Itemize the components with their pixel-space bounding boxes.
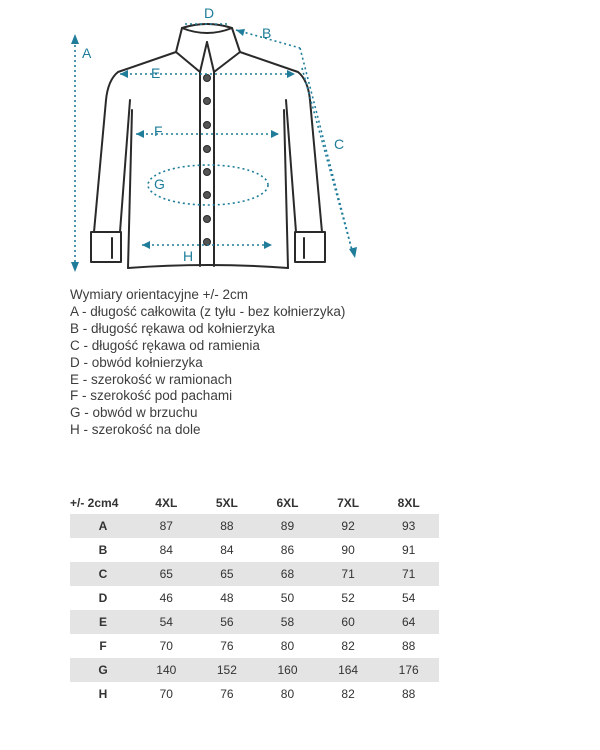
table-cell: 84 bbox=[159, 543, 173, 557]
table-cell: 64 bbox=[378, 610, 439, 634]
table-cell: 70 bbox=[159, 639, 173, 653]
size-table bbox=[70, 492, 439, 706]
table-cell: 48 bbox=[220, 591, 234, 605]
legend-item-h: H - szerokość na dole bbox=[70, 422, 201, 438]
table-cell: 58 bbox=[257, 610, 318, 634]
label-h: H bbox=[183, 248, 194, 264]
row-label: C bbox=[70, 562, 136, 586]
label-f: F bbox=[154, 123, 163, 139]
table-header-tolerance: +/- 2cm4 bbox=[70, 496, 119, 510]
table-cell: 68 bbox=[257, 562, 318, 586]
table-row bbox=[70, 610, 439, 634]
table-cell: 82 bbox=[341, 639, 355, 653]
table-cell: 56 bbox=[197, 610, 258, 634]
table-cell: 50 bbox=[280, 591, 295, 605]
table-cell: 71 bbox=[318, 562, 379, 586]
table-row bbox=[70, 634, 439, 658]
label-a: A bbox=[82, 45, 92, 61]
table-row bbox=[70, 658, 439, 682]
table-header-6xl: 6XL bbox=[276, 496, 299, 510]
legend-item-e: E - szerokość w ramionach bbox=[70, 371, 233, 387]
row-label: G bbox=[70, 658, 136, 682]
table-cell: 76 bbox=[220, 639, 234, 653]
row-label: E bbox=[70, 610, 136, 634]
table-cell: 46 bbox=[159, 591, 173, 605]
label-d: D bbox=[204, 5, 215, 21]
table-row bbox=[70, 682, 439, 706]
table-cell: 70 bbox=[159, 687, 173, 701]
table-cell: 88 bbox=[402, 639, 416, 653]
table-cell: 71 bbox=[378, 562, 439, 586]
table-cell: 82 bbox=[341, 687, 355, 701]
table-cell: 89 bbox=[257, 514, 318, 538]
table-cell: 84 bbox=[220, 543, 234, 557]
table-cell: 88 bbox=[402, 687, 416, 701]
table-cell: 164 bbox=[318, 658, 379, 682]
legend-item-a: A - długość całkowita (z tyłu - bez kołnierzyka) bbox=[70, 303, 346, 319]
table-cell: 86 bbox=[280, 543, 295, 557]
measurement-legend bbox=[70, 287, 345, 439]
row-label: A bbox=[70, 514, 136, 538]
table-header-5xl: 5XL bbox=[215, 496, 238, 510]
table-row bbox=[70, 586, 439, 610]
table-cell: 52 bbox=[341, 591, 355, 605]
table-cell: 80 bbox=[280, 639, 295, 653]
table-header-4xl: 4XL bbox=[155, 496, 178, 510]
legend-item-f: F - szerokość pod pachami bbox=[70, 388, 233, 404]
table-row bbox=[70, 514, 439, 538]
legend-item-g: G - obwód w brzuchu bbox=[70, 405, 198, 421]
label-c: C bbox=[334, 136, 345, 152]
table-cell: 80 bbox=[280, 687, 295, 701]
table-cell: 93 bbox=[378, 514, 439, 538]
table-cell: 65 bbox=[197, 562, 258, 586]
legend-item-c: C - długość rękawa od ramienia bbox=[70, 337, 260, 353]
table-cell: 87 bbox=[136, 514, 197, 538]
table-cell: 152 bbox=[197, 658, 258, 682]
table-cell: 88 bbox=[197, 514, 258, 538]
table-cell: 54 bbox=[402, 591, 416, 605]
row-label: H bbox=[98, 687, 108, 701]
table-cell: 176 bbox=[378, 658, 439, 682]
shirt-buttons bbox=[204, 75, 211, 246]
table-cell: 160 bbox=[257, 658, 318, 682]
table-row bbox=[70, 562, 439, 586]
table-header-row bbox=[70, 492, 439, 514]
legend-item-d: D - obwód kołnierzyka bbox=[70, 354, 203, 370]
table-cell: 90 bbox=[341, 543, 355, 557]
row-label: B bbox=[98, 543, 108, 557]
row-label: D bbox=[98, 591, 108, 605]
table-row bbox=[70, 538, 439, 562]
table-cell: 65 bbox=[136, 562, 197, 586]
legend-title: Wymiary orientacyjne +/- 2cm bbox=[70, 287, 249, 302]
table-cell: 92 bbox=[318, 514, 379, 538]
table-cell: 54 bbox=[136, 610, 197, 634]
label-e: E bbox=[151, 65, 161, 81]
row-label: F bbox=[99, 639, 107, 653]
label-g: G bbox=[154, 176, 165, 192]
label-b: B bbox=[262, 25, 272, 41]
table-cell: 91 bbox=[402, 543, 416, 557]
table-cell: 140 bbox=[136, 658, 197, 682]
table-header-7xl: 7XL bbox=[337, 496, 360, 510]
shirt-measurement-diagram bbox=[0, 0, 600, 280]
table-cell: 60 bbox=[318, 610, 379, 634]
table-header-8xl: 8XL bbox=[397, 496, 420, 510]
table-cell: 76 bbox=[220, 687, 234, 701]
legend-item-b: B - długość rękawa od kołnierzyka bbox=[70, 320, 275, 336]
